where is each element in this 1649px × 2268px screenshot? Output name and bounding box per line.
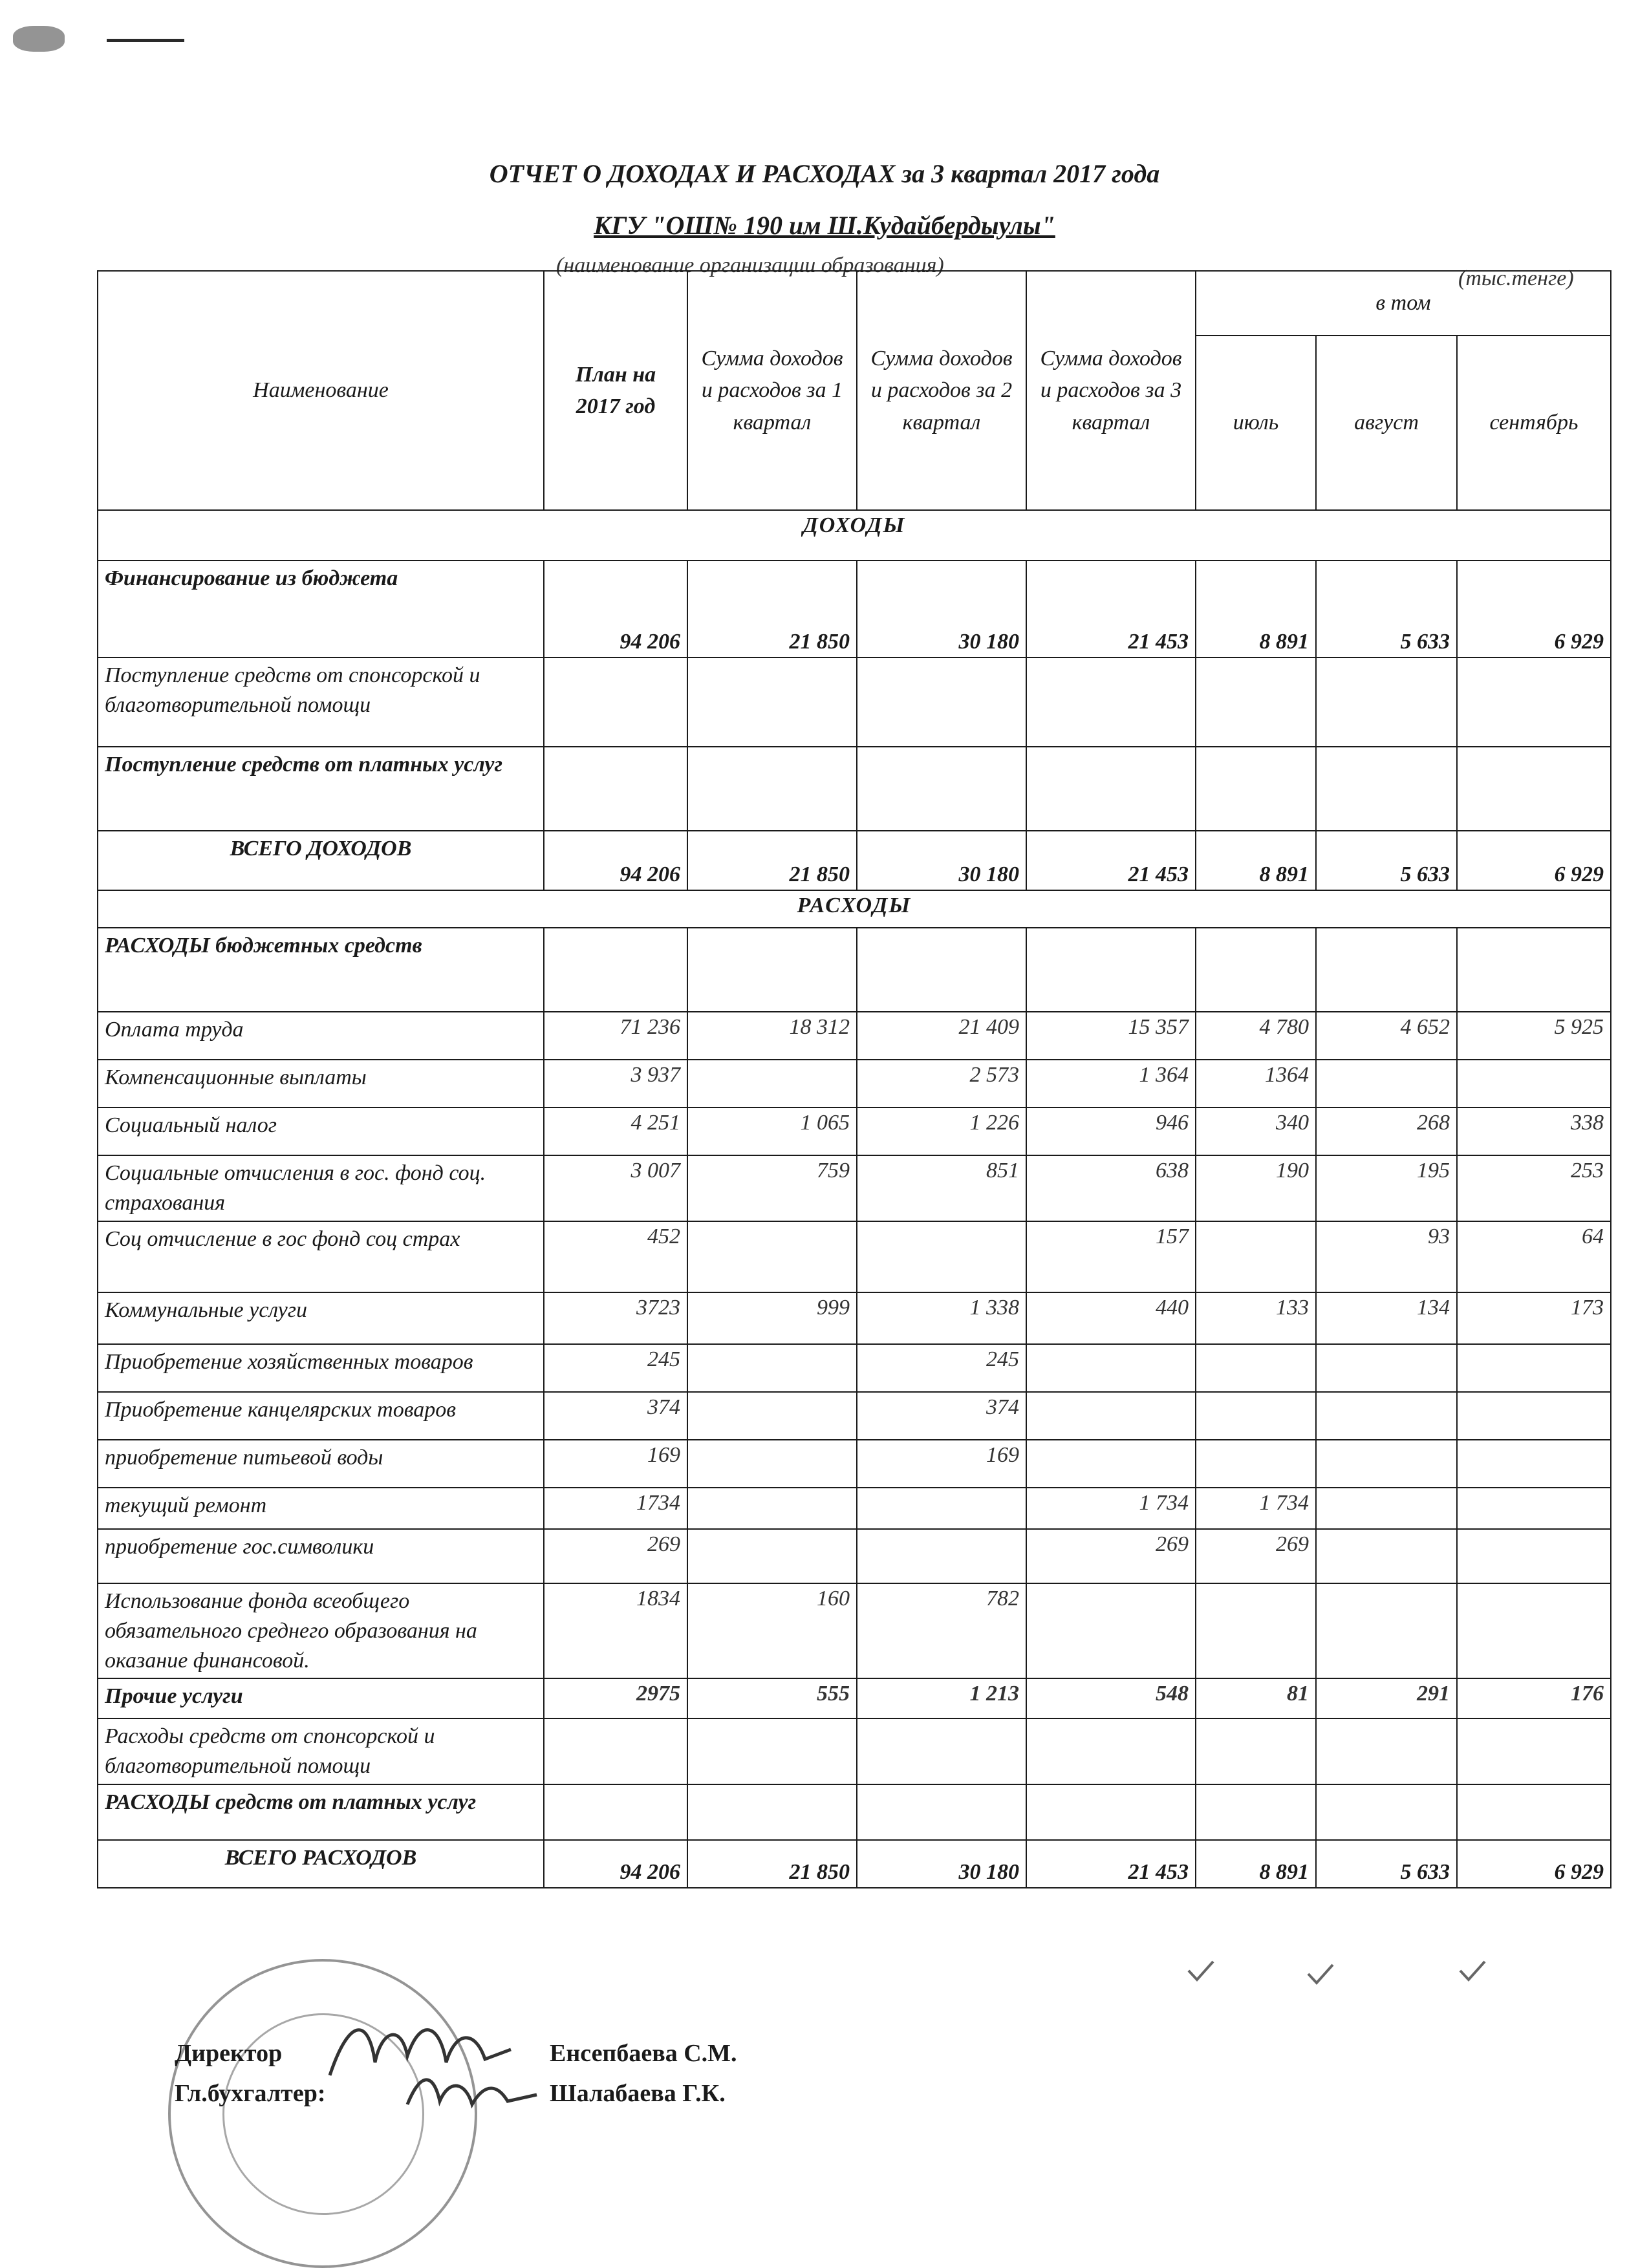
- row-value: 8 891: [1196, 831, 1316, 890]
- row-value: 21 409: [857, 1012, 1026, 1060]
- row-value: 245: [544, 1344, 687, 1392]
- row-value: 8 891: [1196, 561, 1316, 658]
- row-value: 71 236: [544, 1012, 687, 1060]
- col-header-q1: Сумма доходов и расходов за 1 квартал: [687, 271, 857, 510]
- row-value: [687, 1784, 857, 1840]
- col-header-group: в том: [1196, 271, 1611, 336]
- row-value: 555: [687, 1678, 857, 1718]
- row-value: 5 925: [1457, 1012, 1611, 1060]
- row-value: [687, 1392, 857, 1440]
- row-value: 1 364: [1026, 1060, 1196, 1107]
- row-value: 18 312: [687, 1012, 857, 1060]
- row-value: [857, 1488, 1026, 1529]
- row-value: 269: [1196, 1529, 1316, 1583]
- row-value: [1026, 658, 1196, 747]
- row-value: 5 633: [1316, 1840, 1457, 1888]
- organization-caption: (наименование организации образования): [556, 253, 944, 277]
- row-value: 81: [1196, 1678, 1316, 1718]
- row-value: [857, 1784, 1026, 1840]
- signature-role: Гл.бухгалтер:: [175, 2080, 326, 2107]
- row-value: [1196, 1583, 1316, 1679]
- signature-role: Директор: [175, 2040, 283, 2067]
- row-value: [857, 1529, 1026, 1583]
- row-value: [1316, 747, 1457, 831]
- signature-name: Енсепбаева С.М.: [550, 2040, 737, 2067]
- col-header-month: июль: [1196, 336, 1316, 510]
- row-name: Оплата труда: [98, 1012, 544, 1060]
- row-value: [1196, 658, 1316, 747]
- table-row: [98, 561, 1611, 658]
- row-value: 452: [544, 1221, 687, 1292]
- row-value: 6 929: [1457, 831, 1611, 890]
- row-value: 94 206: [544, 1840, 687, 1888]
- row-value: [687, 1529, 857, 1583]
- row-value: [1457, 1784, 1611, 1840]
- row-value: [1196, 1718, 1316, 1784]
- row-value: [687, 747, 857, 831]
- table-row: [98, 1107, 1611, 1155]
- row-value: 340: [1196, 1107, 1316, 1155]
- row-value: 5 633: [1316, 561, 1457, 658]
- row-name: Соц отчисление в гос фонд соц страх: [98, 1221, 544, 1292]
- row-value: 8 891: [1196, 1840, 1316, 1888]
- row-value: 30 180: [857, 1840, 1026, 1888]
- row-value: 759: [687, 1155, 857, 1221]
- table-row: [98, 1060, 1611, 1107]
- row-value: [544, 1718, 687, 1784]
- row-value: 269: [1026, 1529, 1196, 1583]
- row-value: 851: [857, 1155, 1026, 1221]
- row-name: текущий ремонт: [98, 1488, 544, 1529]
- row-value: [687, 658, 857, 747]
- row-value: [544, 747, 687, 831]
- row-value: [1026, 1583, 1196, 1679]
- row-name: приобретение питьевой воды: [98, 1440, 544, 1488]
- table-row: [98, 1718, 1611, 1784]
- row-value: 21 453: [1026, 1840, 1196, 1888]
- row-value: [1316, 1060, 1457, 1107]
- row-value: 3 007: [544, 1155, 687, 1221]
- row-value: 30 180: [857, 561, 1026, 658]
- check-mark-icon: [1458, 1959, 1487, 1982]
- row-value: 94 206: [544, 831, 687, 890]
- row-name: Расходы средств от спонсорской и благотворительной помощи: [98, 1718, 544, 1784]
- row-name: Приобретение хозяйственных товаров: [98, 1344, 544, 1392]
- row-value: 15 357: [1026, 1012, 1196, 1060]
- expenses-subheader: РАСХОДЫ бюджетных средств: [98, 928, 544, 1012]
- row-name: Коммунальные услуги: [98, 1292, 544, 1344]
- col-header-q3: Сумма доходов и расходов за 3 квартал: [1026, 271, 1196, 510]
- total-row: [98, 1840, 1611, 1888]
- section-expenses: РАСХОДЫ: [98, 890, 1611, 928]
- row-value: 1734: [544, 1488, 687, 1529]
- col-header-month: сентябрь: [1457, 336, 1611, 510]
- row-value: 1 226: [857, 1107, 1026, 1155]
- row-value: 6 929: [1457, 561, 1611, 658]
- row-value: [857, 1718, 1026, 1784]
- row-value: 21 453: [1026, 831, 1196, 890]
- row-value: 1 065: [687, 1107, 857, 1155]
- row-value: [1457, 658, 1611, 747]
- check-mark-icon: [1306, 1962, 1335, 1985]
- row-value: 5 633: [1316, 831, 1457, 890]
- row-value: 548: [1026, 1678, 1196, 1718]
- row-value: [687, 1718, 857, 1784]
- table-row: [98, 1488, 1611, 1529]
- col-header-plan: План на 2017 год: [544, 271, 687, 510]
- row-value: [1457, 1529, 1611, 1583]
- table-row: [98, 1678, 1611, 1718]
- empty-cell: [544, 928, 687, 1012]
- table-row: [98, 928, 1611, 1012]
- row-value: [1316, 1529, 1457, 1583]
- row-value: [1457, 1488, 1611, 1529]
- table-row: [98, 658, 1611, 747]
- row-value: 4 652: [1316, 1012, 1457, 1060]
- row-value: [1316, 658, 1457, 747]
- row-value: [687, 1344, 857, 1392]
- scan-smudge: [13, 26, 65, 52]
- row-value: [687, 1440, 857, 1488]
- row-value: [1457, 1440, 1611, 1488]
- row-name: Прочие услуги: [98, 1678, 544, 1718]
- row-value: 21 850: [687, 1840, 857, 1888]
- empty-cell: [1196, 928, 1316, 1012]
- row-value: 2 573: [857, 1060, 1026, 1107]
- row-value: 946: [1026, 1107, 1196, 1155]
- row-value: 133: [1196, 1292, 1316, 1344]
- row-name: Приобретение канцелярских товаров: [98, 1392, 544, 1440]
- row-value: [1026, 1718, 1196, 1784]
- row-value: [1316, 1583, 1457, 1679]
- row-value: [857, 747, 1026, 831]
- row-value: 1 734: [1026, 1488, 1196, 1529]
- total-row: [98, 831, 1611, 890]
- scan-line: [107, 39, 184, 42]
- col-header-q2: Сумма доходов и расходов за 2 квартал: [857, 271, 1026, 510]
- row-name: приобретение гос.символики: [98, 1529, 544, 1583]
- col-header-month: август: [1316, 336, 1457, 510]
- signature-name: Шалабаева Г.К.: [550, 2080, 726, 2107]
- row-name: ВСЕГО РАСХОДОВ: [98, 1840, 544, 1888]
- table-row: [98, 1344, 1611, 1392]
- empty-cell: [1457, 928, 1611, 1012]
- row-value: 374: [857, 1392, 1026, 1440]
- table-row: [98, 1392, 1611, 1440]
- row-value: 94 206: [544, 561, 687, 658]
- section-income: ДОХОДЫ: [98, 510, 1611, 561]
- row-value: 1834: [544, 1583, 687, 1679]
- table-row: [98, 1292, 1611, 1344]
- row-value: [1316, 1488, 1457, 1529]
- row-value: [687, 1060, 857, 1107]
- accountant-signature: [401, 2066, 543, 2124]
- row-value: 269: [544, 1529, 687, 1583]
- row-value: [544, 1784, 687, 1840]
- row-value: 173: [1457, 1292, 1611, 1344]
- row-value: [1196, 1784, 1316, 1840]
- row-value: [1316, 1718, 1457, 1784]
- row-value: [1457, 747, 1611, 831]
- row-value: 134: [1316, 1292, 1457, 1344]
- row-value: [1457, 1344, 1611, 1392]
- table-row: [98, 1583, 1611, 1679]
- row-value: 4 780: [1196, 1012, 1316, 1060]
- table-row: [98, 1529, 1611, 1583]
- row-name: Использование фонда всеобщего обязательного среднего образования на оказание финансовой.: [98, 1583, 544, 1679]
- table-row: [98, 1221, 1611, 1292]
- row-value: 3723: [544, 1292, 687, 1344]
- row-value: [687, 1488, 857, 1529]
- row-value: 245: [857, 1344, 1026, 1392]
- row-value: 190: [1196, 1155, 1316, 1221]
- row-value: 1 213: [857, 1678, 1026, 1718]
- row-value: [1316, 1784, 1457, 1840]
- row-value: [1026, 1440, 1196, 1488]
- row-value: 21 453: [1026, 561, 1196, 658]
- row-value: 93: [1316, 1221, 1457, 1292]
- row-name: Поступление средств от платных услуг: [98, 747, 544, 831]
- row-value: 1 338: [857, 1292, 1026, 1344]
- row-value: 21 850: [687, 561, 857, 658]
- row-name: Социальный налог: [98, 1107, 544, 1155]
- report-table: [97, 270, 1611, 1888]
- empty-cell: [687, 928, 857, 1012]
- row-value: [1457, 1060, 1611, 1107]
- row-value: [1457, 1392, 1611, 1440]
- row-value: 176: [1457, 1678, 1611, 1718]
- row-name: Поступление средств от спонсорской и благотворительной помощи: [98, 658, 544, 747]
- empty-cell: [1026, 928, 1196, 1012]
- row-value: [857, 1221, 1026, 1292]
- row-value: 291: [1316, 1678, 1457, 1718]
- units-label: (тыс.тенге): [1458, 266, 1574, 290]
- organization-name: КГУ "ОШ№ 190 им Ш.Кудайбердыулы": [594, 211, 1055, 240]
- row-value: 440: [1026, 1292, 1196, 1344]
- row-value: [1196, 747, 1316, 831]
- check-mark-icon: [1187, 1959, 1215, 1982]
- row-value: [1316, 1344, 1457, 1392]
- row-value: 1 734: [1196, 1488, 1316, 1529]
- row-value: [1196, 1440, 1316, 1488]
- table-row: [98, 747, 1611, 831]
- row-value: 3 937: [544, 1060, 687, 1107]
- row-value: [1196, 1221, 1316, 1292]
- row-name: Компенсационные выплаты: [98, 1060, 544, 1107]
- row-value: 195: [1316, 1155, 1457, 1221]
- row-value: 638: [1026, 1155, 1196, 1221]
- table-row: [98, 1784, 1611, 1840]
- row-value: [857, 658, 1026, 747]
- row-value: 169: [544, 1440, 687, 1488]
- table-row: [98, 1012, 1611, 1060]
- row-value: 338: [1457, 1107, 1611, 1155]
- row-value: 4 251: [544, 1107, 687, 1155]
- empty-cell: [1316, 928, 1457, 1012]
- row-value: 21 850: [687, 831, 857, 890]
- row-value: [1196, 1392, 1316, 1440]
- row-value: 30 180: [857, 831, 1026, 890]
- row-value: [1316, 1440, 1457, 1488]
- row-value: 999: [687, 1292, 857, 1344]
- row-name: РАСХОДЫ средств от платных услуг: [98, 1784, 544, 1840]
- row-value: [1026, 1344, 1196, 1392]
- row-value: [1316, 1392, 1457, 1440]
- row-value: 2975: [544, 1678, 687, 1718]
- empty-cell: [857, 928, 1026, 1012]
- row-value: 253: [1457, 1155, 1611, 1221]
- row-value: [687, 1221, 857, 1292]
- row-value: 64: [1457, 1221, 1611, 1292]
- row-value: [1457, 1583, 1611, 1679]
- row-value: 169: [857, 1440, 1026, 1488]
- table-row: [98, 1440, 1611, 1488]
- row-name: Финансирование из бюджета: [98, 561, 544, 658]
- row-name: Социальные отчисления в гос. фонд соц. страхования: [98, 1155, 544, 1221]
- row-value: 268: [1316, 1107, 1457, 1155]
- row-name: ВСЕГО ДОХОДОВ: [98, 831, 544, 890]
- table-row: [98, 1155, 1611, 1221]
- row-value: 160: [687, 1583, 857, 1679]
- row-value: [1196, 1344, 1316, 1392]
- report-title: ОТЧЕТ О ДОХОДАХ И РАСХОДАХ за 3 квартал 2017 года: [489, 159, 1160, 188]
- row-value: 782: [857, 1583, 1026, 1679]
- col-header-name: Наименование: [98, 271, 544, 510]
- row-value: [1026, 1784, 1196, 1840]
- row-value: 1364: [1196, 1060, 1316, 1107]
- row-value: 374: [544, 1392, 687, 1440]
- row-value: [1026, 1392, 1196, 1440]
- row-value: [1457, 1718, 1611, 1784]
- row-value: [1026, 747, 1196, 831]
- row-value: [544, 658, 687, 747]
- row-value: 157: [1026, 1221, 1196, 1292]
- row-value: 6 929: [1457, 1840, 1611, 1888]
